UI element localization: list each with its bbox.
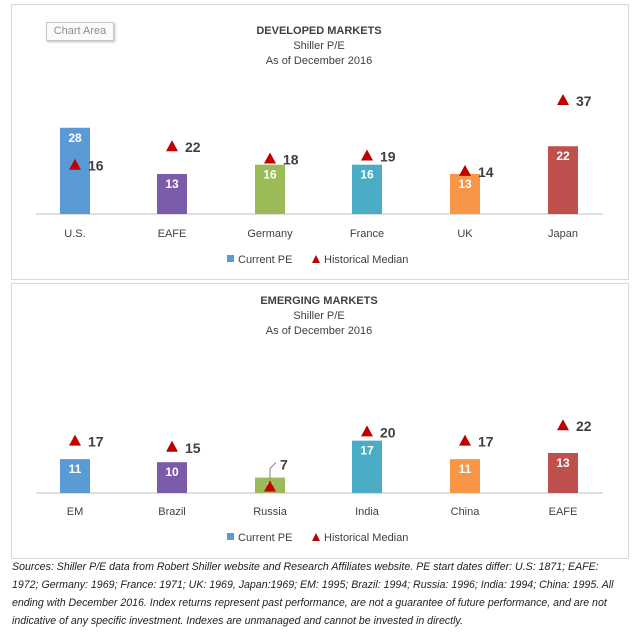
developed-bar-label-4: 13	[458, 176, 472, 191]
developed-bar-label-5: 22	[556, 149, 570, 164]
emerging-category-label-0: EM	[66, 506, 84, 518]
emerging-median-label-1: 15	[185, 439, 201, 456]
emerging-median-marker-4	[459, 435, 471, 446]
emerging-median-label-2: 7	[280, 456, 288, 473]
developed-category-label-4: UK	[457, 228, 473, 240]
developed-median-marker-1	[166, 140, 178, 151]
emerging-median-label-0: 17	[88, 433, 104, 450]
emerging-category-label-5: EAFE	[548, 506, 578, 518]
developed-bar-label-2: 16	[263, 167, 277, 182]
developed-chart-title: DEVELOPED MARKETS	[256, 25, 382, 37]
emerging-bar-label-5: 13	[556, 455, 570, 470]
developed-category-label-2: Germany	[247, 228, 293, 240]
developed-median-label-2: 18	[283, 151, 299, 168]
developed-median-label-5: 37	[576, 93, 592, 110]
emerging-chart-title: EMERGING MARKETS	[260, 295, 378, 307]
emerging-category-label-3: India	[355, 506, 379, 518]
emerging-legend-median-label: Historical Median	[324, 532, 409, 544]
developed-median-marker-4	[459, 165, 471, 176]
emerging-chart-date: As of December 2016	[265, 325, 373, 337]
developed-median-label-0: 16	[88, 157, 104, 174]
developed-category-label-0: U.S.	[64, 228, 86, 240]
emerging-bar-label-0: 11	[68, 462, 82, 477]
developed-category-label-5: Japan	[548, 228, 578, 240]
emerging-bar-label-3: 17	[360, 443, 374, 458]
emerging-category-label-4: China	[450, 506, 480, 518]
developed-median-label-1: 22	[185, 139, 201, 156]
developed-median-marker-5	[557, 94, 569, 105]
emerging-category-label-1: Brazil	[158, 506, 186, 518]
developed-category-label-1: EAFE	[157, 228, 187, 240]
developed-bar-label-3: 16	[360, 167, 374, 182]
developed-median-marker-3	[361, 149, 373, 160]
developed-bar-label-1: 13	[165, 176, 179, 191]
developed-chart-subtitle: Shiller P/E	[293, 40, 345, 52]
emerging-median-marker-1	[166, 441, 178, 452]
developed-bar-label-0: 28	[68, 130, 82, 145]
developed-legend-current-label: Current PE	[238, 254, 293, 266]
emerging-chart-subtitle: Shiller P/E	[293, 310, 345, 322]
emerging-bar-label-4: 11	[458, 462, 472, 477]
developed-legend-current-swatch	[227, 255, 234, 262]
emerging-median-marker-0	[69, 435, 81, 446]
developed-legend-median-label: Historical Median	[324, 254, 409, 266]
emerging-median-marker-3	[361, 425, 373, 436]
emerging-legend-current-label: Current PE	[238, 532, 293, 544]
emerging-median-label-4: 17	[478, 433, 494, 450]
sources-footnote: Sources: Shiller P/E data from Robert Shiller website and Research Affiliates website. PE start dates differ: U.S: 1871; EAFE: 1972; Germany: 1969; France: 1971; UK: 1969, Japan:1969; EM: 1995; Brazil: 1994; Russia: 1996; India: 1994; China: 1995. All ending with December 2016. Index returns represent past performance, are not a guarantee of future performance, and are not indicative of any specific investment. Indexes are unmanaged and cannot be invested in directly.	[12, 561, 614, 627]
developed-category-label-3: France	[349, 228, 385, 240]
emerging-category-label-2: Russia	[253, 506, 287, 518]
emerging-legend-median-marker	[312, 533, 320, 541]
emerging-median-leader-2	[270, 462, 276, 478]
emerging-bar-label-1: 10	[165, 465, 179, 480]
developed-median-marker-2	[264, 153, 276, 164]
emerging-median-marker-5	[557, 419, 569, 430]
emerging-legend-current-swatch	[227, 533, 234, 540]
developed-chart-date: As of December 2016	[265, 55, 373, 67]
developed-legend-median-marker	[312, 255, 320, 263]
emerging-median-label-3: 20	[380, 424, 396, 441]
emerging-median-label-5: 22	[576, 418, 592, 435]
developed-median-label-3: 19	[380, 148, 396, 165]
chart-area-tooltip: Chart Area	[46, 22, 114, 41]
developed-median-label-4: 14	[478, 163, 494, 180]
